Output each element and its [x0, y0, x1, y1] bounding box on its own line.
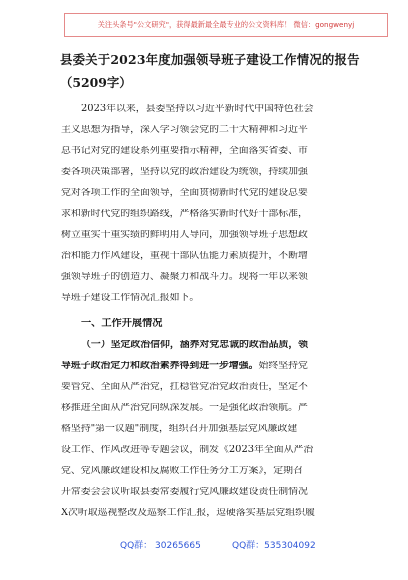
subsection-heading-text: 导班子政治定力和政治素养得到进一步增强。 — [61, 361, 259, 371]
document-subtitle: （5209字） — [60, 75, 132, 90]
body-line: 设工作、作风改进等专题会议，制发《2023年全面从严治 — [61, 445, 314, 455]
subsection-heading-line: （一）坚定政治信仰，涵养对党忠诚的政治品质，领 — [81, 340, 309, 350]
section-heading: 一、工作开展情况 — [81, 318, 163, 329]
body-line: 党、党风廉政建设和反腐败工作任务分工方案》，定期召 — [61, 466, 303, 476]
subsection-heading-line — [61, 361, 363, 371]
body-line: 格坚持"第一议题"制度，组织召开加强基层党风廉政建 — [61, 424, 298, 434]
intro-line: 求和新时代党的组织路线，严格落实新时代好干部标准， — [61, 209, 308, 219]
footer-qq-group-2: QQ群：535304092 — [232, 541, 316, 551]
intro-line: 主义思想为指导，深入学习领会党的二十大精神和习近平 — [61, 125, 308, 135]
body-text: 始终坚持党 — [258, 361, 308, 371]
intro-line: 强领导班子的创造力、凝聚力和战斗力。现将一年以来领 — [61, 272, 308, 282]
promo-banner — [64, 13, 388, 37]
intro-line: 2023年以来，县委坚持以习近平新时代中国特色社会 — [81, 104, 314, 114]
intro-line: 总书记对党的建设系列重要指示精神，全面落实省委、市 — [61, 146, 308, 156]
body-line: X次听取巡视整改及巡察工作汇报，逗硬落实基层党组织履 — [61, 508, 315, 518]
promo-banner-text: 关注头条号"公文研究"，获得最新最全最专业的公文资料库！ 微信：gongwenyj — [97, 20, 355, 29]
intro-line: 治和能力作风建设，重视干部队伍能力素质提升，不断增 — [61, 251, 308, 261]
intro-line: 树立重实干重实绩的鲜明用人导向，加强领导班子思想政 — [61, 230, 308, 240]
intro-line: 党对各项工作的全面领导，全面贯彻新时代党的建设总要 — [61, 188, 308, 198]
intro-line: 导班子建设工作情况汇报如下。 — [61, 293, 200, 303]
body-line: 移推进全面从严治党向纵深发展。一是强化政治领航。严 — [61, 403, 308, 413]
body-line: 开常委会会议听取县委常委履行党风廉政建设责任制情况 — [61, 487, 308, 497]
document-title: 县委关于2023年度加强领导班子建设工作情况的报告 — [60, 52, 360, 67]
body-line: 要管党、全面从严治党，扛稳管党治党政治责任，坚定不 — [61, 382, 308, 392]
footer-qq-group-1: QQ群： 30265665 — [120, 541, 201, 551]
intro-line: 委各项决策部署，坚持以党的政治建设为统领，持续加强 — [61, 167, 308, 177]
